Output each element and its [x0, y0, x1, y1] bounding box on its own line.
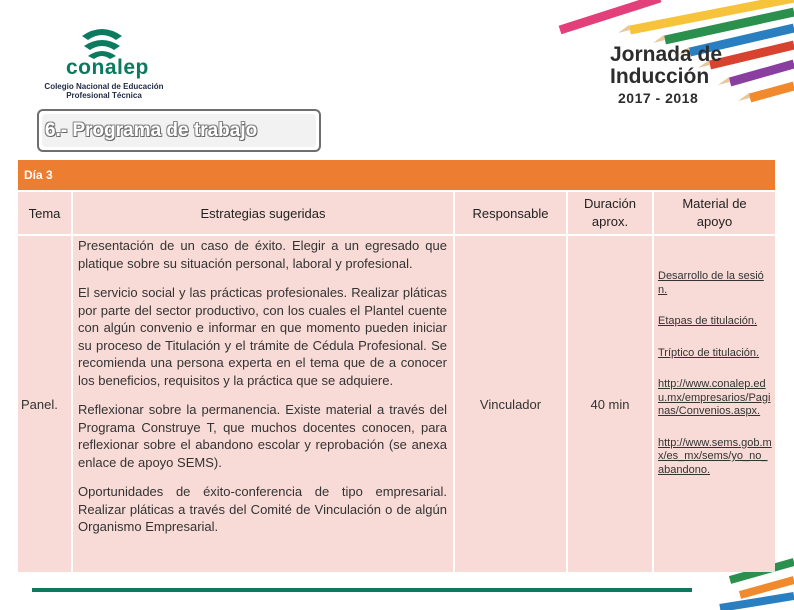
header-tema — [18, 192, 71, 234]
cell-duracion — [568, 236, 652, 572]
day-label: Día 3 — [24, 168, 53, 182]
header-responsable — [455, 192, 566, 234]
header-estrategias — [73, 192, 453, 234]
header-material-label: Material de apoyo — [682, 196, 747, 229]
material-link[interactable]: http://www.sems.gob.mx/es_mx/sems/yo_no_abandono. — [658, 436, 772, 476]
material-link[interactable]: Desarrollo de la sesión. — [658, 270, 764, 296]
header-duracion — [568, 192, 652, 234]
footer-divider — [32, 588, 692, 592]
cell-responsable — [455, 236, 566, 572]
section-title-box — [37, 109, 321, 152]
event-years: 2017 - 2018 — [618, 90, 699, 106]
material-link[interactable]: http://www.conalep.edu.mx/empresarios/Paginas/Convenios.aspx. — [658, 378, 771, 417]
header-duracion-label: Duración aprox. — [583, 196, 637, 229]
tema-value: Panel. — [21, 396, 58, 412]
header-estrategias-label: Estrategias sugeridas — [200, 205, 326, 221]
duracion-value: 40 min — [590, 396, 630, 412]
logo-subtitle — [34, 82, 174, 100]
header-material — [654, 192, 775, 234]
header-responsable-label: Responsable — [472, 205, 549, 221]
cell-tema — [18, 236, 71, 572]
material-link[interactable]: Etapas de titulación. — [658, 315, 758, 327]
logo-name: conalep — [66, 56, 149, 79]
logo-subtitle-line2: Profesional Técnica — [66, 91, 142, 100]
cell-estrategias — [73, 236, 453, 572]
conalep-emblem-icon — [78, 26, 126, 60]
event-title-line2: Inducción — [610, 65, 710, 88]
estrategia-item: Presentación de un caso de éxito. Elegir a un egresado que platique sobre su situación personal, laboral y profesional. — [78, 238, 447, 271]
header-tema-label: Tema — [28, 205, 61, 221]
event-title — [610, 44, 740, 106]
estrategia-item: El servicio social y las prácticas profesionales. Realizar pláticas por parte del sector productivo, con los cuales el Plantel cuente con algún convenio e informar en que momento pueden iniciar su proceso de Titulación y el trámite de Cédula Profesional. Se recomienda una persona experta en el tema que de a conocer los beneficios, requisitos y la práctica que se adquiere. — [78, 285, 447, 388]
event-title-line1: Jornada de — [610, 43, 723, 66]
responsable-value: Vinculador — [479, 396, 542, 412]
section-title: 6.- Programa de trabajo — [45, 120, 258, 141]
material-link[interactable]: Tríptico de titulación. — [658, 346, 760, 359]
logo-subtitle-line1: Colegio Nacional de Educación — [44, 82, 164, 91]
estrategia-item: Oportunidades de éxito-conferencia de tipo empresarial. Realizar pláticas a través del Comité de Vinculación o de algún Organismo Empresarial. — [78, 484, 447, 534]
cell-material — [654, 236, 775, 572]
estrategia-item: Reflexionar sobre la permanencia. Existe material a través del Programa Construye T, que muchos docentes conocen, para reflexionar sobre el abandono escolar y reprobación (se anexa enlace de apoyo SEMS). — [78, 402, 447, 470]
day-header-bar — [18, 160, 775, 190]
